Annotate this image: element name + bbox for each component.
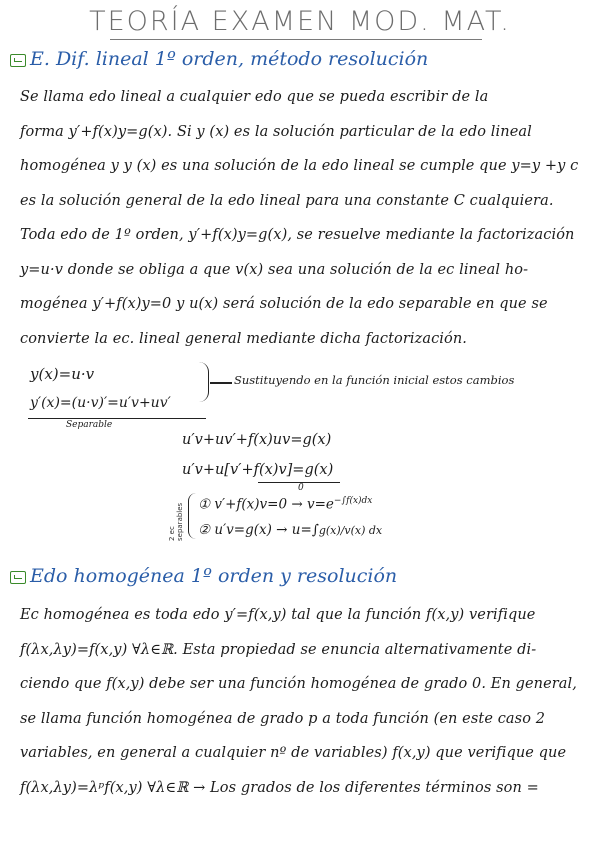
text-line: es la solución general de la edo lineal para una constante C cualquiera. <box>20 192 554 209</box>
right-brace <box>196 362 209 402</box>
step1-equation <box>198 496 372 513</box>
section1-paragraph <box>20 80 585 356</box>
step1-exponent: −∫f(x)dx <box>333 496 373 506</box>
text-line: mogénea y′+f(x)y=0 y u(x) será solución de la edo separable en que se <box>20 296 548 312</box>
equation-factored: u′v+u[v′+f(x)v]=g(x) <box>182 462 334 478</box>
section1-heading-text: E. Dif. lineal 1º orden, método resolución <box>30 48 429 70</box>
separable-equations-label: 2 ec separables <box>168 502 184 541</box>
section2-heading-text: Edo homogénea 1º orden y resolución <box>30 565 398 587</box>
step2-text: ② u′v=g(x) → u=∫ <box>198 522 319 538</box>
text-line: homogénea y y (x) es una solución de la edo lineal se cumple que y=y +y c <box>20 158 579 174</box>
substitution-note: Sustituyendo en la función inicial estos cambios <box>234 373 515 387</box>
section1-heading <box>10 48 428 70</box>
equation-derivative: y′(x)=(u·v)′=u′v+uv′ <box>30 395 171 411</box>
checkbox-icon <box>10 54 26 67</box>
separable-label: Separable <box>66 420 113 430</box>
step1-text: ① v′+f(x)v=0 → v=e <box>198 496 334 513</box>
text-line: Toda edo de 1º orden, y′+f(x)y=g(x), se resuelve mediante la factorización <box>20 227 575 243</box>
title-underline <box>110 39 482 40</box>
text-line: y=u·v donde se obliga a que v(x) sea una solución de la ec lineal ho- <box>20 261 529 278</box>
text-line: variables, en general a cualquier nº de variables) f(x,y) que verifique que <box>20 745 567 761</box>
text-line: Se llama edo lineal a cualquier edo que se pueda escribir de la <box>20 89 489 105</box>
text-line: se llama función homogénea de grado p a toda función (en este caso 2 <box>20 710 546 727</box>
zero-mark: 0 <box>298 483 304 493</box>
section2-paragraph <box>20 598 585 805</box>
section2-heading <box>10 565 397 587</box>
step2-fraction: g(x)/v(x) dx <box>318 524 383 537</box>
arrow <box>210 382 232 384</box>
equation-product: y(x)=u·v <box>30 365 95 383</box>
text-line: Ec homogénea es toda edo y′=f(x,y) tal que la función f(x,y) verifique <box>20 607 536 623</box>
step2-equation <box>198 522 382 538</box>
text-line: forma y′+f(x)y=g(x). Si y (x) es la solución particular de la edo lineal <box>20 123 532 140</box>
text-line: f(λx,λy)=λᵖf(x,y) ∀λ∈ℝ → Los grados de los diferentes términos son = <box>20 779 539 796</box>
page-title: TEORÍA EXAMEN MOD. MAT. <box>89 6 511 37</box>
equation-underline <box>28 418 206 419</box>
text-line: f(λx,λy)=f(x,y) ∀λ∈ℝ. Esta propiedad se enuncia alternativamente di- <box>20 641 537 658</box>
checkbox-icon <box>10 571 26 584</box>
text-line: convierte la ec. lineal general mediante dicha factorización. <box>20 330 468 347</box>
text-line: ciendo que f(x,y) debe ser una función homogénea de grado 0. En general, <box>20 676 578 692</box>
equation-substituted: u′v+uv′+f(x)uv=g(x) <box>182 432 332 448</box>
left-brace <box>188 493 197 539</box>
